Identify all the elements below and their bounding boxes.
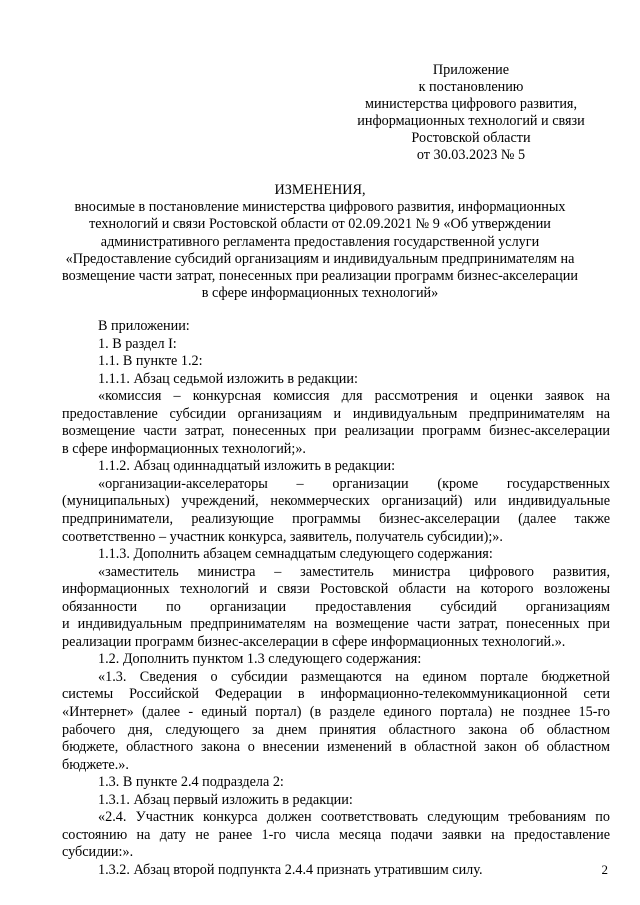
body-line: «заместитель министра – заместитель министра цифрового развития, xyxy=(98,563,610,580)
body-line: «1.3. Сведения о субсидии размещаются на едином портале бюджетной xyxy=(98,668,610,685)
title-line: в сфере информационных технологий» xyxy=(201,285,439,302)
title-line: технологий и связи Ростовской области от 02.09.2021 № 9 «Об утверждении xyxy=(89,216,551,233)
body-line: бюджете.». xyxy=(62,756,129,773)
body-line: системы Российской Федерации в информационно-телекоммуникационной сети xyxy=(62,686,610,703)
body-line: 1.3.1. Абзац первый изложить в редакции: xyxy=(98,791,353,808)
body-line: (муниципальных) учреждений, некоммерческих организаций) или индивидуальные xyxy=(62,493,610,510)
body-line: 1.3. В пункте 2.4 подраздела 2: xyxy=(98,774,284,791)
appendix-line: Приложение xyxy=(432,62,510,78)
body-line: 1.3.2. Абзац второй подпункта 2.4.4 признать утратившим силу. xyxy=(98,861,483,878)
title-heading: ИЗМЕНЕНИЯ, xyxy=(274,182,366,198)
appendix-line: министерства цифрового развития, xyxy=(364,96,577,113)
body-line: «2.4. Участник конкурса должен соответствовать следующим требованиям по xyxy=(98,809,610,826)
body-line: субсидии:». xyxy=(62,844,134,861)
title-line: возмещение части затрат, понесенных при реализации программ бизнес-акселерации xyxy=(62,268,578,285)
body-line: бюджете, областного закона о внесении изменений в областной закон об областном xyxy=(62,739,610,756)
body-line: В приложении: xyxy=(98,318,190,334)
body-line: предприниматели, реализующие программы бизнес-акселерации (далее также xyxy=(62,511,610,528)
body-line: в сфере информационных технологий;». xyxy=(62,440,306,457)
body-line: информационных технологий и связи Ростовской области на которого возложены xyxy=(62,581,610,598)
body-line: состоянию на дату не ранее 1-го числа месяца подачи заявки на предоставление xyxy=(62,826,610,843)
body-line: обязанности по организации предоставления субсидий организациям xyxy=(62,598,610,615)
body-line: возмещение части затрат, понесенных при реализации программ бизнес-акселерации xyxy=(62,423,610,440)
body-line: 1.1.2. Абзац одиннадцатый изложить в редакции: xyxy=(98,458,396,475)
appendix-line: к постановлению xyxy=(418,79,524,96)
body-line: 1.1. В пункте 1.2: xyxy=(98,353,203,370)
body-line: и индивидуальным предпринимателям на возмещение части затрат, понесенных при xyxy=(62,616,610,633)
title-line: вносимые в постановление министерства цифрового развития, информационных xyxy=(74,199,566,216)
appendix-line: Ростовской области xyxy=(411,130,531,147)
appendix-line: информационных технологий и связи xyxy=(357,113,585,130)
page-number: 2 xyxy=(601,862,608,877)
appendix-line: от 30.03.2023 № 5 xyxy=(416,147,526,164)
appendix-header xyxy=(330,62,612,165)
title-line: «Предоставление субсидий организациям и индивидуальным предпринимателям на xyxy=(65,250,575,267)
document-title xyxy=(30,182,610,302)
body-line: «Интернет» (далее - единый портал) (в разделе единого портала) не позднее 15-го xyxy=(62,704,610,721)
title-line: административного регламента предоставления государственной услуги xyxy=(100,233,540,250)
body-line: реализации программ бизнес-акселерации в сфере информационных технологий.». xyxy=(62,633,566,650)
body-line: 1. В раздел I: xyxy=(98,335,177,352)
body-line: 1.2. Дополнить пунктом 1.3 следующего содержания: xyxy=(98,651,422,668)
body-line: 1.1.1. Абзац седьмой изложить в редакции: xyxy=(98,370,358,387)
body-line: соответственно – участник конкурса, заявитель, получатель субсидии);». xyxy=(62,528,503,545)
body-line: «комиссия – конкурсная комиссия для рассмотрения и оценки заявок на xyxy=(98,388,610,405)
body-line: 1.1.3. Дополнить абзацем семнадцатым следующего содержания: xyxy=(98,546,493,563)
body-line: «организации-акселераторы – организации (кроме государственных xyxy=(98,475,610,492)
document-body xyxy=(62,318,610,880)
body-line: предоставление субсидии организациям и индивидуальным предпринимателям на xyxy=(62,405,610,422)
body-line: рабочего дня, следующего за днем принятия областного закона об областном xyxy=(62,721,610,738)
